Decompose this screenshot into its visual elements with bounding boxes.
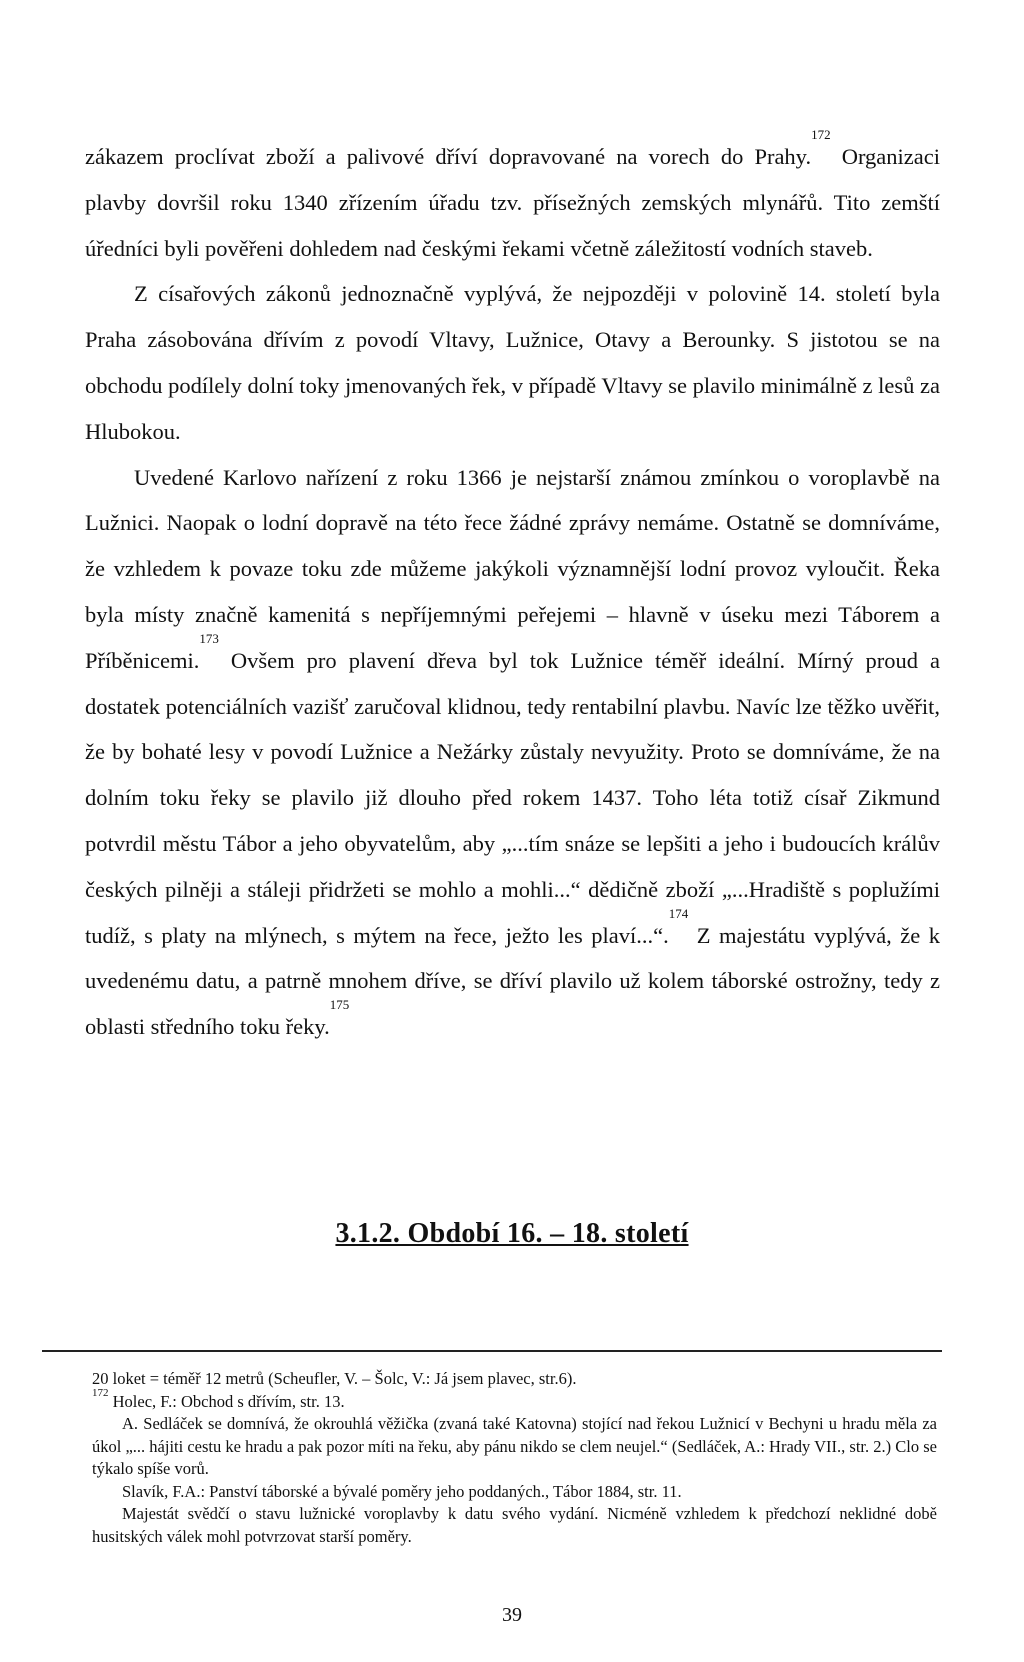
footnote-175: Majestát svědčí o stavu lužnické voroplavby k datu svého vydání. Nicméně vzhledem k předchozí neklidné době husitských válek mohl potvrzovat starší poměry. — [92, 1504, 937, 1546]
footnote-174: Slavík, F.A.: Panství táborské a bývalé poměry jeho poddaných., Tábor 1884, str. 11. — [122, 1481, 682, 1501]
footnote-171: 20 loket = téměř 12 metrů (Scheufler, V. – Šolc, V.: Já jsem plavec, str.6). — [92, 1369, 577, 1388]
paragraph-2: Z císařových zákonů jednoznačně vyplývá, že nejpozději v polovině 14. století byla Praha zásobována dřívím z povodí Vltavy, Lužnice, Otavy a Berounky. S jistotou se na obchodu podílely dolní toky jmenovaných řek, v případě Vltavy se plavilo minimálně z lesů za Hlubokou. — [85, 281, 941, 444]
footnote-ref-175: 175 — [329, 997, 350, 1013]
body-text — [85, 127, 941, 1050]
footnote-172-text: Holec, F.: Obchod s dřívím, str. 13. — [108, 1391, 345, 1411]
page-number: 39 — [502, 1604, 522, 1626]
footnotes — [92, 1368, 937, 1548]
paragraph-1-text-a: zákazem proclívat zboží a palivové dříví dopravované na vorech do Prahy. — [85, 144, 812, 169]
footnote-172-number: 172 — [92, 1386, 109, 1399]
paragraph-3-text-b: Ovšem pro plavení dřeva byl tok Lužnice téměř ideální. Mírný proud a dostatek potenciálních vazišť zaručoval klidnou, tedy rentabilní plavbu. Navíc lze těžko uvěřit, že by bohaté lesy v povodí Lužnice a Nežárky zůstaly nevyužity. Proto se domníváme, že na dolním toku řeky se plavilo již dlouho před rokem 1437. Toho léta totiž císař Zikmund potvrdil městu Tábor a jeho obyvatelům, aby „...tím snáze se lepšiti a jeho i budoucích králův českých pilněji a stáleji přidržeti se mohlo a mohli...“ dědičně zboží „...Hradiště s poplužími tudíž, s platy na mlýnech, s mýtem na řece, ježto les plaví...“. — [85, 647, 940, 948]
footnote-ref-172: 172 — [811, 127, 831, 142]
section-heading: 3.1.2. Období 16. – 18. století — [335, 1218, 689, 1249]
footnote-ref-173: 173 — [199, 630, 219, 646]
paragraph-1-text-b: Organizaci plavby dovršil roku 1340 zřízením úřadu tzv. přísežných zemských mlynářů. Tito zemští úředníci byli pověřeni dohledem nad českými řekami včetně záležitostí vodních staveb. — [85, 144, 940, 261]
footnote-ref-174: 174 — [668, 905, 689, 921]
paragraph-1 — [85, 127, 940, 271]
paragraph-3-text-a: Uvedené Karlovo nařízení z roku 1366 je nejstarší známou zmínkou o voroplavbě na Lužnici. Naopak o lodní dopravě na této řece žádné zprávy nemáme. Ostatně se domníváme, že vzhledem k povaze toku zde můžeme jakýkoli významnější lodní provoz vyloučit. Řeka byla místy značně kamenitá s nepříjemnými peřejemi – hlavně v úseku mezi Táborem a Příběnicemi. — [85, 464, 940, 673]
footnote-173: A. Sedláček se domnívá, že okrouhlá věžička (zvaná také Katovna) stojící nad řekou Lužnicí v Bechyni u hradu měla za úkol „... hájiti cestu ke hradu a pak pozor míti na řeku, aby pánu nikdo se clem neujel.“ (Sedláček, A.: Hrady VII., str. 2.) Clo se týkalo spíše vorů. — [92, 1414, 937, 1478]
paragraph-3 — [85, 455, 940, 1050]
paragraph-3-text-c: Z majestátu vyplývá, že k uvedenému datu, a patrně mnohem dříve, se dříví plavilo už kolem táborské ostrožny, tedy z oblasti středního toku řeky. — [85, 922, 940, 1040]
footnote-172 — [92, 1386, 937, 1414]
footnote-divider — [42, 1350, 942, 1352]
